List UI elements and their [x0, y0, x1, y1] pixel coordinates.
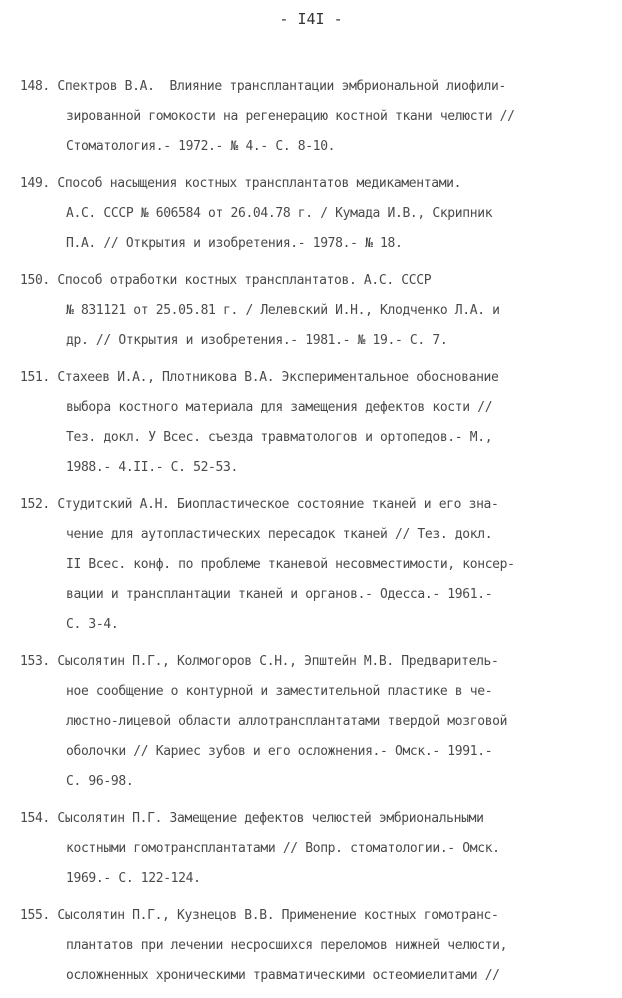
page-number: - I4I - — [279, 10, 343, 28]
entry-line: 1969.- С. 122-124. — [66, 871, 201, 886]
bib-entry-155 — [20, 901, 600, 991]
entry-line: 1988.- 4.II.- С. 52-53. — [66, 460, 238, 475]
entry-line: чение для аутопластических пересадок тканей // Тез. докл. — [66, 527, 493, 542]
entry-line: 151. Стахеев И.А., Плотникова В.А. Экспериментальное обоснование — [20, 370, 499, 385]
entry-line: П.А. // Открытия и изобретения.- 1978.- № 18. — [66, 236, 403, 251]
bib-entry-149 — [20, 169, 600, 259]
entry-line: 149. Способ насыщения костных трансплантатов медикаментами. — [20, 176, 462, 191]
entry-line: 153. Сысолятин П.Г., Колмогоров С.Н., Эпштейн М.В. Предваритель- — [20, 654, 499, 669]
entry-line: II Всес. конф. по проблеме тканевой несовместимости, консер- — [66, 557, 515, 572]
bib-entry-152 — [20, 490, 600, 640]
entry-line: 152. Студитский А.Н. Биопластическое состояние тканей и его зна- — [20, 497, 499, 512]
bib-entry-153 — [20, 647, 600, 797]
entry-line: № 831121 от 25.05.81 г. / Лелевский И.Н., Клодченко Л.А. и — [66, 303, 500, 318]
entry-line: Стоматология.- 1972.- № 4.- С. 8-10. — [66, 139, 336, 154]
bib-entry-150 — [20, 266, 600, 356]
entry-line: А.С. СССР № 606584 от 26.04.78 г. / Кумада И.В., Скрипник — [66, 206, 493, 221]
entry-line: вации и трансплантации тканей и органов.- Одесса.- 1961.- — [66, 587, 493, 602]
bibliography-list — [20, 72, 600, 998]
entry-line: плантатов при лечении несросшихся переломов нижней челюсти, — [66, 938, 508, 953]
bib-entry-154 — [20, 804, 600, 894]
entry-line: зированной гомокости на регенерацию костной ткани челюсти // — [66, 109, 515, 124]
entry-line: люстно-лицевой области аллотрансплантатами твердой мозговой — [66, 714, 508, 729]
entry-line: 155. Сысолятин П.Г., Кузнецов В.В. Применение костных гомотранс- — [20, 908, 499, 923]
entry-line: 148. Спектров В.А. Влияние трансплантации эмбриональной лиофили- — [20, 79, 506, 94]
entry-line: др. // Открытия и изобретения.- 1981.- № 19.- С. 7. — [66, 333, 448, 348]
entry-line: С. 96-98. — [66, 774, 134, 789]
entry-line: С. 3-4. — [66, 617, 119, 632]
entry-line: Тез. докл. У Всес. съезда травматологов и ортопедов.- М., — [66, 430, 493, 445]
entry-line: оболочки // Кариес зубов и его осложнения.- Омск.- 1991.- — [66, 744, 493, 759]
entry-line: ное сообщение о контурной и заместительной пластике в че- — [66, 684, 493, 699]
entry-line: выбора костного материала для замещения дефектов кости // — [66, 400, 493, 415]
entry-line: костными гомотрансплантатами // Вопр. стоматологии.- Омск. — [66, 841, 500, 856]
bib-entry-151 — [20, 363, 600, 483]
entry-line: 154. Сысолятин П.Г. Замещение дефектов челюстей эмбриональными — [20, 811, 484, 826]
entry-line: осложненных хроническими травматическими остеомиелитами // — [66, 968, 500, 983]
entry-line: 150. Способ отработки костных трансплантатов. А.С. СССР — [20, 273, 432, 288]
bib-entry-148 — [20, 72, 600, 162]
